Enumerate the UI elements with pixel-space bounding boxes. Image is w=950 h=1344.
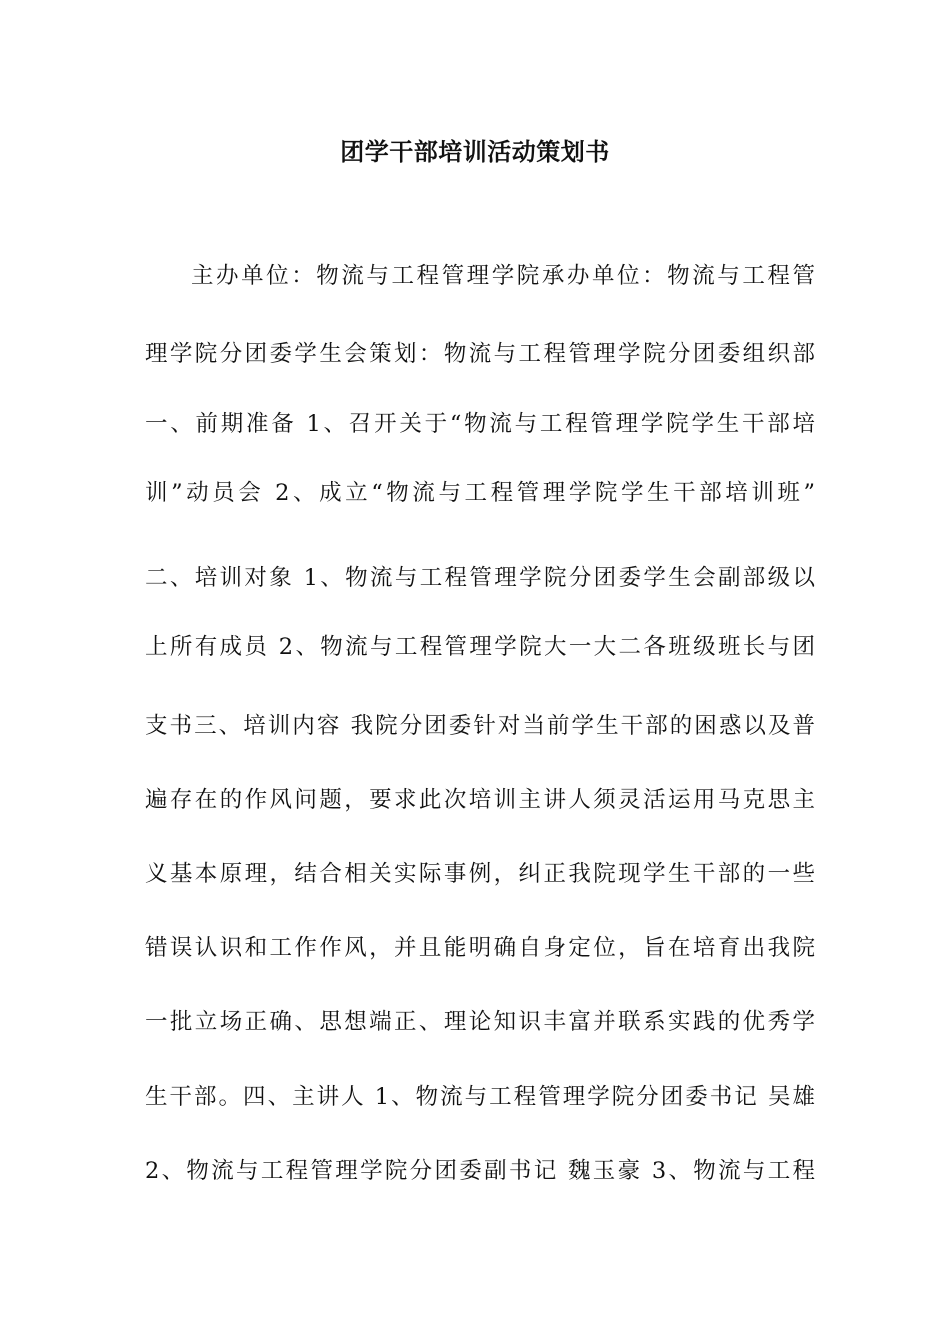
- paragraph-line-6: 上所有成员 2、物流与工程管理学院大一大二各班级班长与团: [145, 634, 815, 660]
- paragraph-line-13: 2、物流与工程管理学院分团委副书记 魏玉豪 3、物流与工程: [145, 1158, 815, 1184]
- paragraph-line-11: 一批立场正确、思想端正、理论知识丰富并联系实践的优秀学: [145, 1009, 815, 1035]
- paragraph-line-10: 错误认识和工作作风，并且能明确自身定位，旨在培育出我院: [145, 935, 815, 961]
- paragraph-line-5: 二、培训对象 1、物流与工程管理学院分团委学生会副部级以: [145, 565, 815, 591]
- paragraph-line-12: 生干部。四、主讲人 1、物流与工程管理学院分团委书记 吴雄: [145, 1084, 815, 1110]
- paragraph-line-3: 一、前期准备 1、召开关于“物流与工程管理学院学生干部培: [145, 411, 815, 437]
- paragraph-line-1: 主办单位：物流与工程管理学院承办单位：物流与工程管: [191, 263, 815, 289]
- paragraph-line-2: 理学院分团委学生会策划：物流与工程管理学院分团委组织部: [145, 341, 815, 367]
- paragraph-line-7: 支书三、培训内容 我院分团委针对当前学生干部的困惑以及普: [145, 713, 815, 739]
- paragraph-line-9: 义基本原理，结合相关实际事例，纠正我院现学生干部的一些: [145, 861, 815, 887]
- document-title: 团学干部培训活动策划书: [340, 137, 610, 166]
- paragraph-line-8: 遍存在的作风问题，要求此次培训主讲人须灵活运用马克思主: [145, 787, 815, 813]
- paragraph-line-4: 训”动员会 2、成立“物流与工程管理学院学生干部培训班”: [145, 480, 815, 506]
